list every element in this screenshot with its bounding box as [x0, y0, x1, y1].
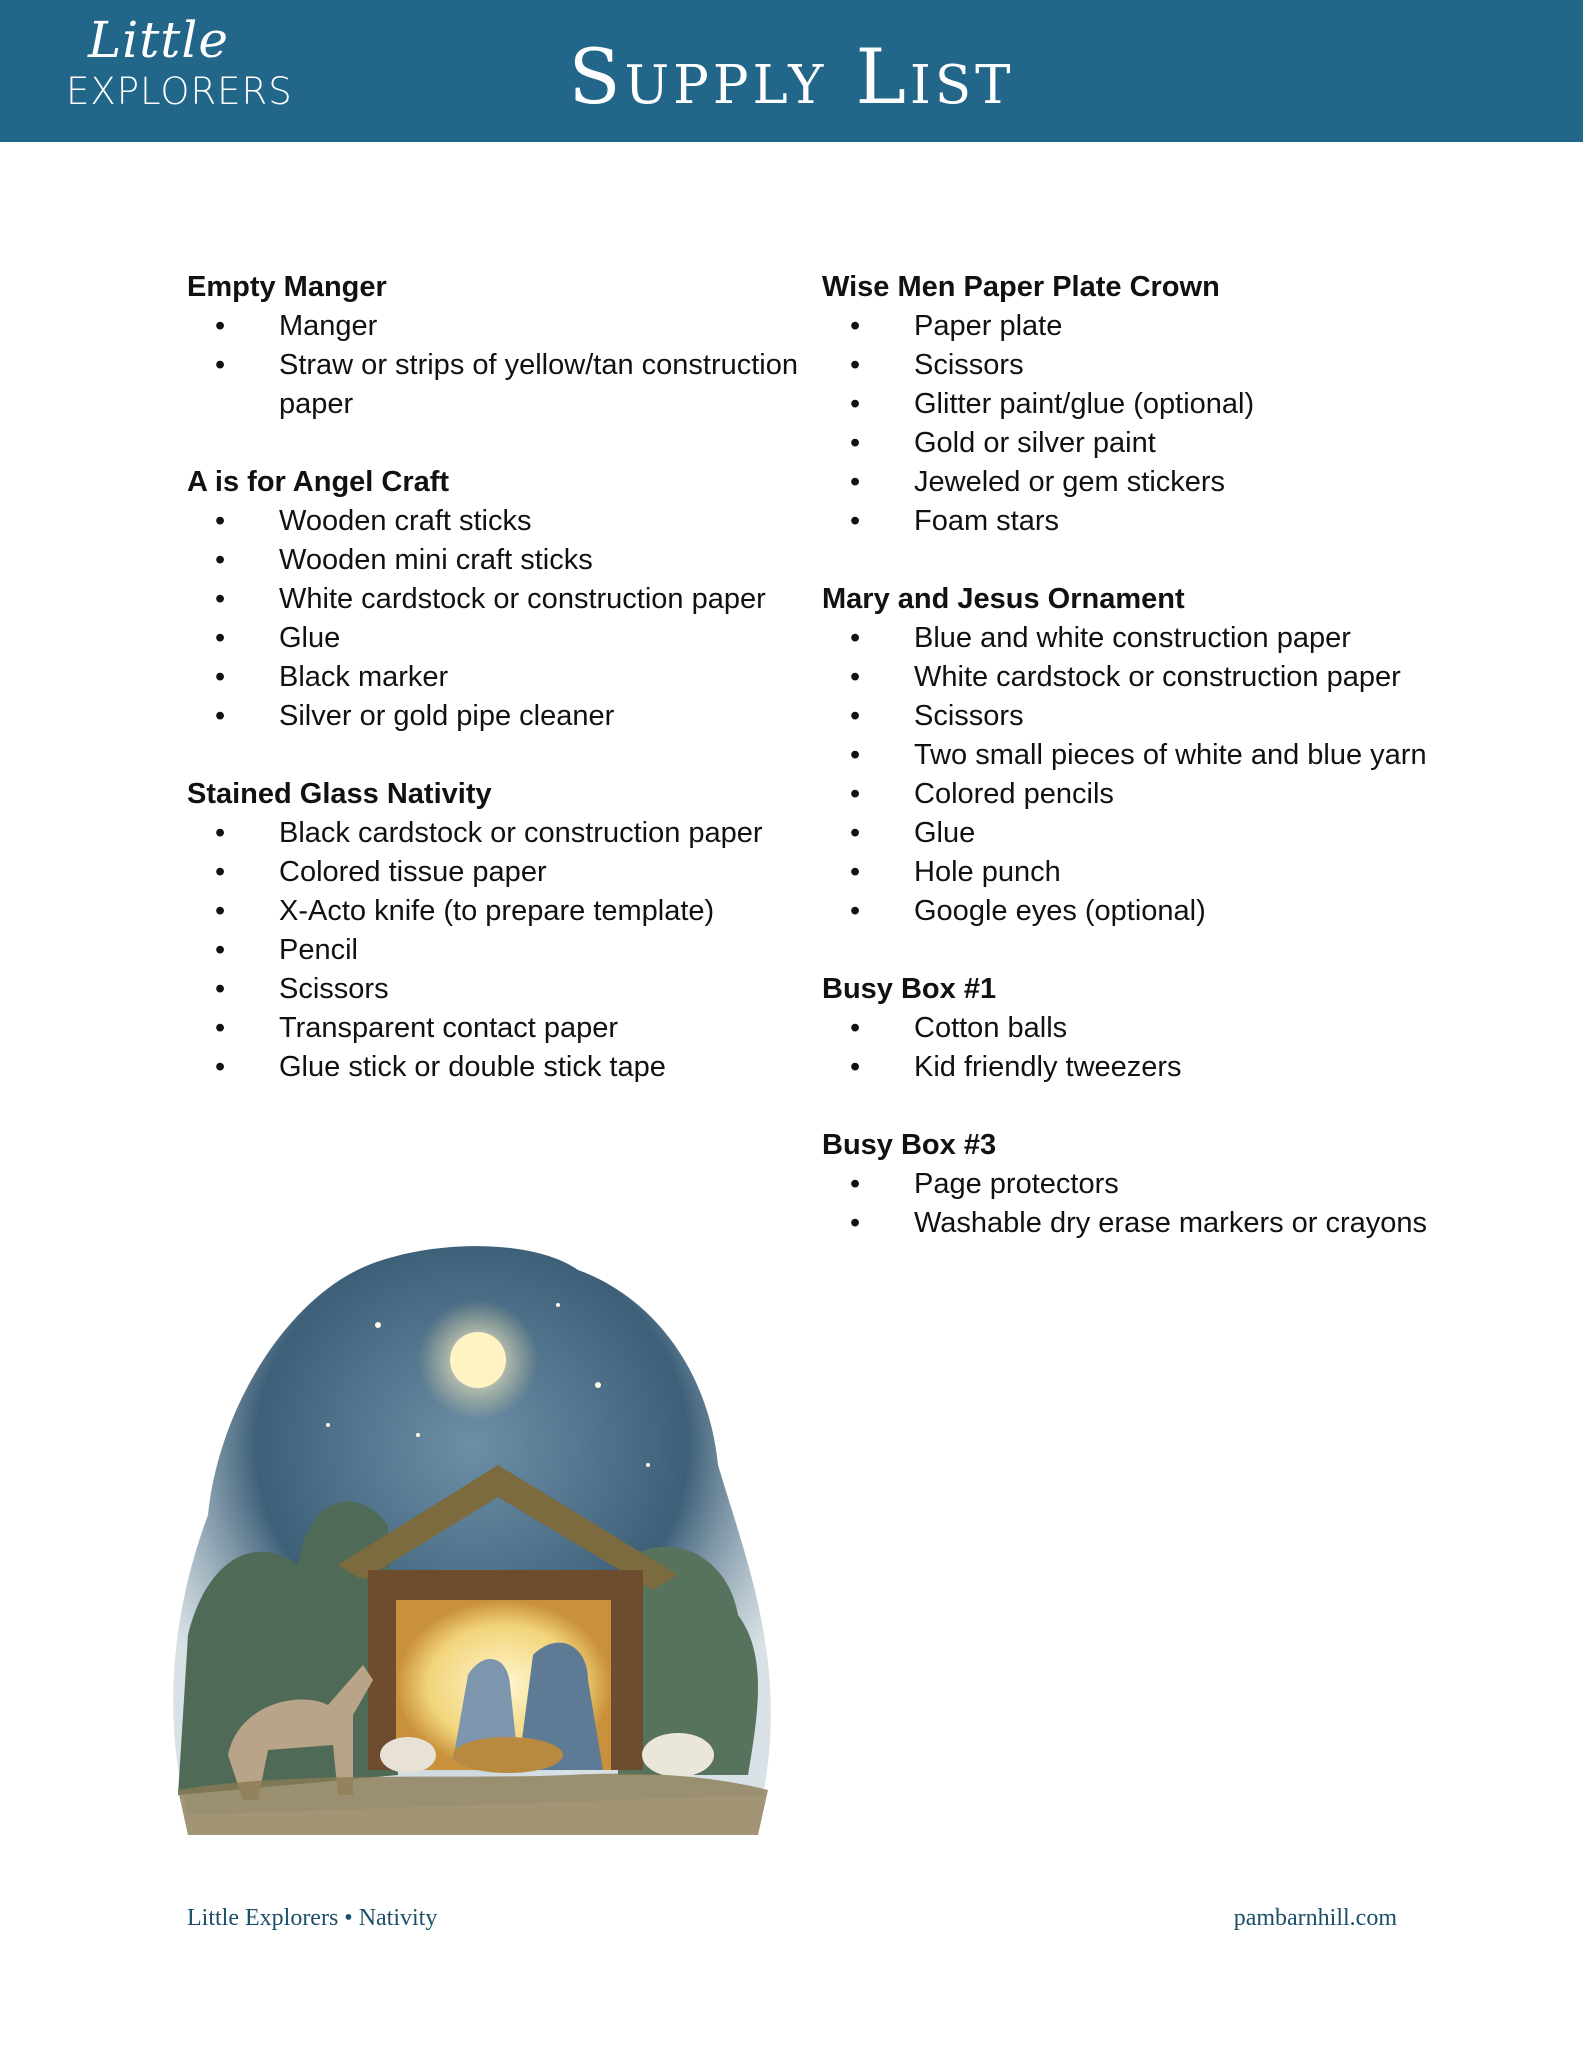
bullet: • — [850, 1168, 861, 1200]
list-item — [822, 1204, 1442, 1243]
item-text: Hole punch — [914, 856, 1061, 888]
footer-right: pambarnhill.com — [1233, 1905, 1397, 1931]
supply-list — [822, 1009, 1442, 1087]
list-item — [187, 580, 807, 619]
list-item — [822, 1165, 1442, 1204]
bullet: • — [215, 856, 226, 888]
list-item — [187, 931, 807, 970]
bullet: • — [850, 817, 861, 849]
logo-line-1: Little — [88, 11, 229, 69]
supply-section — [822, 1126, 1442, 1243]
list-item — [822, 307, 1442, 346]
bullet: • — [215, 583, 226, 615]
item-text: Washable dry erase markers or crayons — [914, 1207, 1428, 1239]
item-text: Glitter paint/glue (optional) — [914, 388, 1255, 420]
manger — [453, 1737, 563, 1773]
item-text: Pencil — [279, 934, 358, 966]
item-text: Colored tissue paper — [279, 856, 547, 888]
item-text: Scissors — [279, 973, 389, 1005]
bullet: • — [850, 310, 861, 342]
item-text: Glue stick or double stick tape — [279, 1051, 666, 1083]
bullet: • — [850, 427, 861, 459]
bullet: • — [850, 505, 861, 537]
list-item — [822, 814, 1442, 853]
supply-section — [822, 580, 1442, 931]
section-title: Busy Box #3 — [822, 1129, 997, 1161]
bullet: • — [850, 388, 861, 420]
logo-line-2: EXPLORERS — [66, 70, 293, 113]
item-text: Glue — [914, 817, 976, 849]
right-column — [822, 268, 1442, 1282]
list-item — [187, 970, 807, 1009]
list-item — [187, 346, 807, 424]
list-item — [187, 658, 807, 697]
list-item — [187, 853, 807, 892]
item-text: Scissors — [914, 700, 1024, 732]
bullet: • — [850, 700, 861, 732]
list-item — [187, 892, 807, 931]
item-text: Black cardstock or construction paper — [279, 817, 763, 849]
list-item — [187, 697, 807, 736]
supply-list — [822, 307, 1442, 541]
item-text: Google eyes (optional) — [914, 895, 1206, 927]
item-text: Scissors — [914, 349, 1024, 381]
section-title: Empty Manger — [187, 271, 387, 303]
item-text: Transparent contact paper — [279, 1012, 619, 1044]
bullet: • — [850, 739, 861, 771]
item-text: X-Acto knife (to prepare template) — [279, 895, 715, 927]
section-title: Stained Glass Nativity — [187, 778, 492, 810]
list-item — [187, 814, 807, 853]
item-text: Straw or strips of yellow/tan construction paper — [279, 349, 798, 420]
sheep-left — [380, 1737, 436, 1773]
list-item — [187, 619, 807, 658]
item-text: White cardstock or construction paper — [279, 583, 766, 615]
bullet: • — [850, 895, 861, 927]
list-item — [822, 892, 1442, 931]
bullet: • — [215, 817, 226, 849]
item-text: Cotton balls — [914, 1012, 1068, 1044]
list-item — [187, 502, 807, 541]
bullet: • — [850, 349, 861, 381]
item-text: Kid friendly tweezers — [914, 1051, 1182, 1083]
bullet: • — [215, 544, 226, 576]
ground — [178, 1774, 768, 1835]
supply-list — [822, 619, 1442, 931]
supply-list — [187, 307, 807, 424]
section-title: Mary and Jesus Ornament — [822, 583, 1185, 615]
list-item — [187, 1048, 807, 1087]
list-item — [822, 697, 1442, 736]
bullet: • — [850, 1207, 861, 1239]
supply-section — [187, 268, 807, 424]
bullet: • — [215, 310, 226, 342]
item-text: White cardstock or construction paper — [914, 661, 1401, 693]
nativity-scene-illustration — [148, 1235, 798, 1865]
section-title: Wise Men Paper Plate Crown — [822, 271, 1220, 303]
bullet: • — [215, 349, 226, 381]
item-text: Colored pencils — [914, 778, 1114, 810]
section-title: A is for Angel Craft — [187, 466, 450, 498]
item-text: Black marker — [279, 661, 449, 693]
item-text: Foam stars — [914, 505, 1060, 537]
bullet: • — [215, 934, 226, 966]
section-title: Busy Box #1 — [822, 973, 997, 1005]
header-bar — [0, 0, 1583, 142]
item-text: Gold or silver paint — [914, 427, 1156, 459]
supply-section — [822, 970, 1442, 1087]
bullet: • — [215, 895, 226, 927]
list-item — [822, 853, 1442, 892]
list-item — [822, 424, 1442, 463]
list-item — [822, 736, 1442, 775]
list-item — [822, 346, 1442, 385]
sheep-right — [642, 1733, 714, 1777]
supply-section — [822, 268, 1442, 541]
supply-list — [187, 814, 807, 1087]
list-item — [822, 1048, 1442, 1087]
bethlehem-star — [450, 1332, 506, 1388]
bullet: • — [215, 700, 226, 732]
bullet: • — [215, 1051, 226, 1083]
item-text: Blue and white construction paper — [914, 622, 1351, 654]
list-item — [822, 1009, 1442, 1048]
item-text: Paper plate — [914, 310, 1063, 342]
item-text: Jeweled or gem stickers — [914, 466, 1226, 498]
list-item — [822, 619, 1442, 658]
bullet: • — [215, 622, 226, 654]
supply-list — [187, 502, 807, 736]
footer-left: Little Explorers • Nativity — [187, 1905, 438, 1931]
bullet: • — [850, 661, 861, 693]
left-column — [187, 268, 807, 1126]
item-text: Manger — [279, 310, 378, 342]
list-item — [187, 307, 807, 346]
bullet: • — [850, 1051, 861, 1083]
supply-section — [187, 775, 807, 1087]
item-text: Page protectors — [914, 1168, 1119, 1200]
list-item — [822, 775, 1442, 814]
list-item — [187, 541, 807, 580]
bullet: • — [850, 1012, 861, 1044]
item-text: Silver or gold pipe cleaner — [279, 700, 615, 732]
bullet: • — [215, 973, 226, 1005]
list-item — [822, 385, 1442, 424]
bullet: • — [215, 661, 226, 693]
bullet: • — [850, 778, 861, 810]
item-text: Wooden mini craft sticks — [279, 544, 593, 576]
bullet: • — [850, 466, 861, 498]
item-text: Glue — [279, 622, 341, 654]
list-item — [822, 463, 1442, 502]
item-text: Wooden craft sticks — [279, 505, 532, 537]
bullet: • — [850, 856, 861, 888]
bullet: • — [850, 622, 861, 654]
item-text: Two small pieces of white and blue yarn — [914, 739, 1427, 771]
supply-list — [822, 1165, 1442, 1243]
bullet: • — [215, 505, 226, 537]
page-title: Supply List — [568, 32, 1015, 121]
list-item — [187, 1009, 807, 1048]
bullet: • — [215, 1012, 226, 1044]
list-item — [822, 502, 1442, 541]
supply-section — [187, 463, 807, 736]
list-item — [822, 658, 1442, 697]
